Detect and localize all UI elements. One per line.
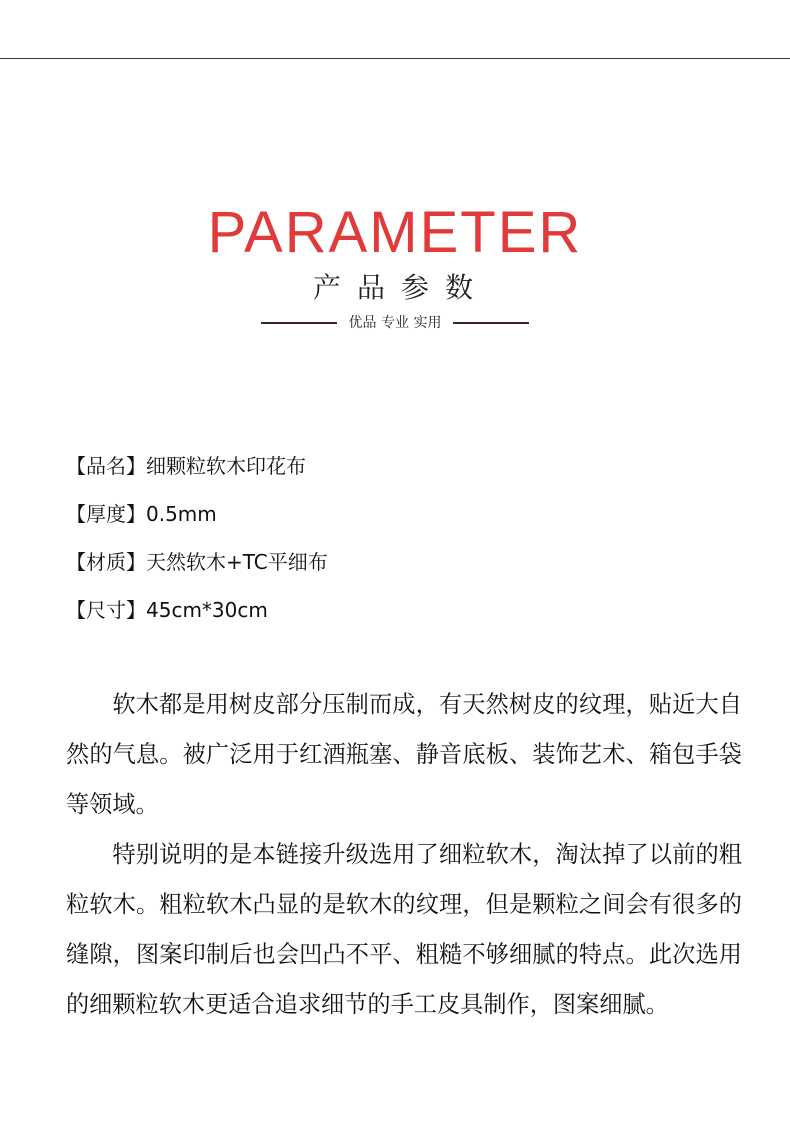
spec-key: 【品名】 xyxy=(66,454,146,478)
title-english: PARAMETER xyxy=(207,200,583,265)
spec-list xyxy=(66,450,328,642)
title-chinese: 产品参数 xyxy=(312,271,489,304)
subtitle-text: 优品 专业 实用 xyxy=(348,315,442,331)
spec-row-size xyxy=(66,594,328,642)
subtitle-row xyxy=(0,312,790,334)
spec-key: 【尺寸】 xyxy=(66,598,146,622)
description-paragraph: 软木都是用树皮部分压制而成，有天然树皮的纹理，贴近大自然的气息。被广泛用于红酒瓶塞、静音底板、装饰艺术、箱包手袋等领域。 xyxy=(66,691,742,818)
spec-value: 45cm*30cm xyxy=(146,598,268,622)
spec-key: 【材质】 xyxy=(66,550,146,574)
subtitle-left-rule xyxy=(261,322,337,324)
spec-row-thickness xyxy=(66,498,328,546)
spec-value: 0.5mm xyxy=(146,502,217,526)
spec-row-material xyxy=(66,546,328,594)
top-divider xyxy=(0,58,790,59)
subtitle-right-rule xyxy=(453,322,529,324)
description-paragraph: 特别说明的是本链接升级选用了细粒软木，淘汰掉了以前的粗粒软木。粗粒软木凸显的是软木的纹理，但是颗粒之间会有很多的缝隙，图案印制后也会凹凸不平、粗糙不够细腻的特点。此次选用的细颗粒软木更适合追求细节的手工皮具制作，图案细腻。 xyxy=(66,841,742,1018)
description xyxy=(66,680,742,1030)
spec-row-name xyxy=(66,450,328,498)
spec-value: 细颗粒软木印花布 xyxy=(146,454,306,478)
spec-key: 【厚度】 xyxy=(66,502,146,526)
spec-value: 天然软木+TC平细布 xyxy=(146,550,328,574)
